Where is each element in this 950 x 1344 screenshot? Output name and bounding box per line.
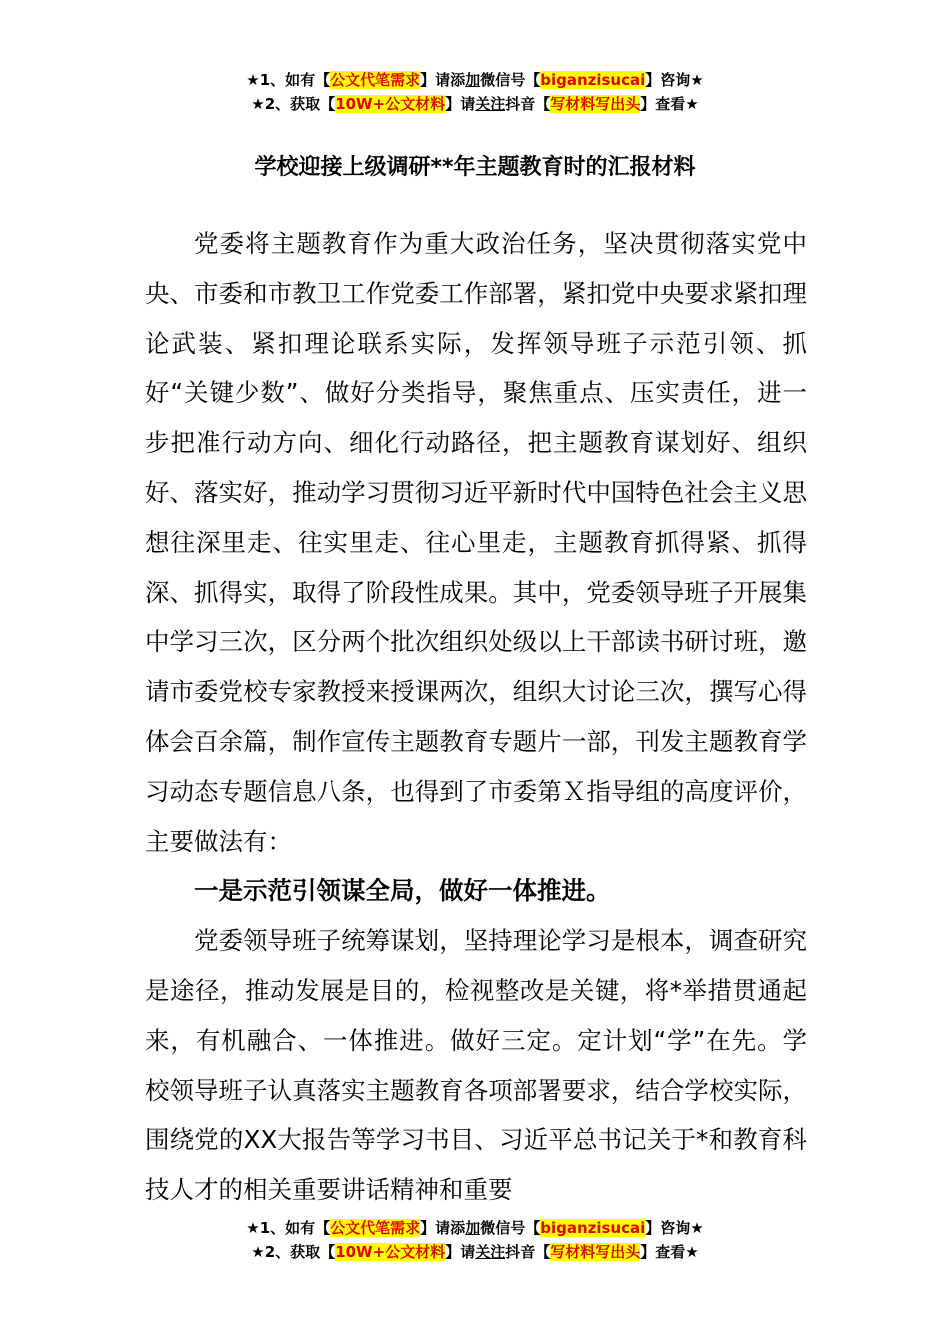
section-heading-1: 一是示范引领谋全局，做好一体推进。 <box>194 876 611 906</box>
service-highlight: 公文代笔需求 <box>330 71 421 89</box>
service-highlight-footer: 公文代笔需求 <box>330 1219 421 1237</box>
banner-line-2-footer: ★2、获取【10W+公文材料】请关注抖音【写材料写出头】查看★ <box>251 1243 699 1261</box>
douyin-highlight: 写材料写出头 <box>550 95 641 113</box>
wechat-id-highlight-footer: biganzisucai <box>540 1219 646 1237</box>
material-highlight: 10W+公文材料 <box>335 95 446 113</box>
material-highlight-footer: 10W+公文材料 <box>335 1243 446 1261</box>
top-banner <box>0 68 950 116</box>
wechat-id-highlight: biganzisucai <box>540 71 646 89</box>
document-title: 学校迎接上级调研**年主题教育时的汇报材料 <box>254 155 696 180</box>
body-paragraph-section-1: 党委领导班子统筹谋划，坚持理论学习是根本，调查研究是途径，推动发展是目的，检视整改是关键，将*举措贯通起来，有机融合、一体推进。做好三定。定计划“学”在先。学校领导班子认真落实主题教育各项部署要求，结合学校实际，围绕党的XX大报告等学习书目、习近平总书记关于*和教育科技人才的相关重要讲话精神和重要 <box>145 926 807 1205</box>
body-paragraph-intro: 党委将主题教育作为重大政治任务，坚决贯彻落实党中央、市委和市教卫工作党委工作部署，紧扣党中央要求紧扣理论武装、紧扣理论联系实际，发挥领导班子示范引领、抓好“关键少数”、做好分类指导，聚焦重点、压实责任，进一步把准行动方向、细化行动路径，把主题教育谋划好、组织好、落实好，推动学习贯彻习近平新时代中国特色社会主义思想往深里走、往实里走、往心里走，主题教育抓得紧、抓得深、抓得实，取得了阶段性成果。其中，党委领导班子开展集中学习三次，区分两个批次组织处级以上干部读书研讨班，邀请市委党校专家教授来授课两次，组织大讨论三次，撰写心得体会百余篇，制作宣传主题教育专题片一部，刊发主题教育学习动态专题信息八条，也得到了市委第Ｘ指导组的高度评价，主要做法有： <box>145 229 807 856</box>
banner-line-1-footer: ★1、如有【公文代笔需求】请添加微信号【biganzisucai】咨询★ <box>246 1219 704 1237</box>
douyin-highlight-footer: 写材料写出头 <box>550 1243 641 1261</box>
document-body <box>145 219 807 1215</box>
banner-line-2: ★2、获取【10W+公文材料】请关注抖音【写材料写出头】查看★ <box>251 95 699 113</box>
banner-line-1: ★1、如有【公文代笔需求】请添加微信号【biganzisucai】咨询★ <box>246 71 704 89</box>
bottom-banner <box>0 1216 950 1264</box>
